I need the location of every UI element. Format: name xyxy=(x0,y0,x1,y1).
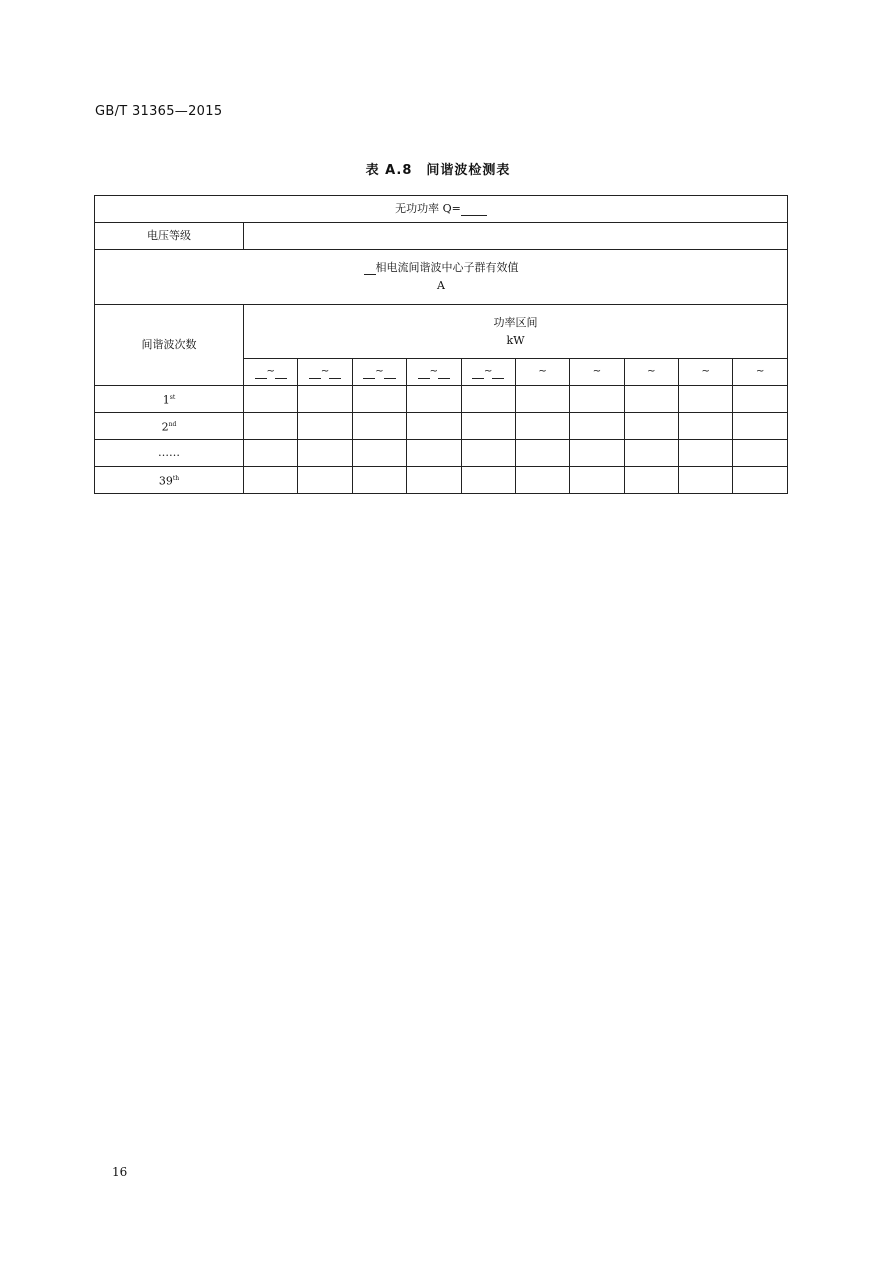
power-range-label: 功率区间 xyxy=(493,315,538,329)
row-header-label: 间谐波次数 xyxy=(95,305,244,386)
standard-code: GB/T 31365—2015 xyxy=(95,104,223,119)
reactive-power-label: 无功功率 Q= xyxy=(395,202,461,215)
table-row xyxy=(95,413,788,440)
order-cell: 39th xyxy=(95,467,244,494)
range-cell: ~ xyxy=(461,359,515,386)
reactive-power-cell xyxy=(95,196,788,223)
range-cell: ~ xyxy=(570,359,624,386)
range-cell: ~ xyxy=(679,359,733,386)
range-cell: ~ xyxy=(298,359,352,386)
table-row xyxy=(95,440,788,467)
interharmonic-table xyxy=(94,195,788,494)
voltage-level-value xyxy=(244,223,788,250)
power-unit: kW xyxy=(506,333,525,347)
section-title: 相电流间谐波中心子群有效值 xyxy=(375,261,519,274)
range-cell: ~ xyxy=(407,359,461,386)
range-cell: ~ xyxy=(244,359,298,386)
range-cell: ~ xyxy=(733,359,788,386)
reactive-power-blank xyxy=(461,203,487,216)
page-number: 16 xyxy=(112,1165,128,1179)
order-cell: …… xyxy=(95,440,244,467)
table-title: 表 A.8 间谐波检测表 xyxy=(365,163,511,178)
phase-blank xyxy=(364,264,376,275)
order-cell: 1st xyxy=(95,386,244,413)
order-cell: 2nd xyxy=(95,413,244,440)
table-row xyxy=(95,467,788,494)
section-unit: A xyxy=(437,279,445,292)
voltage-level-label: 电压等级 xyxy=(95,223,244,250)
section-title-cell xyxy=(95,250,788,305)
power-range-cell xyxy=(244,305,788,359)
range-cell: ~ xyxy=(624,359,678,386)
range-cell: ~ xyxy=(352,359,406,386)
range-cell: ~ xyxy=(515,359,569,386)
table-row xyxy=(95,386,788,413)
